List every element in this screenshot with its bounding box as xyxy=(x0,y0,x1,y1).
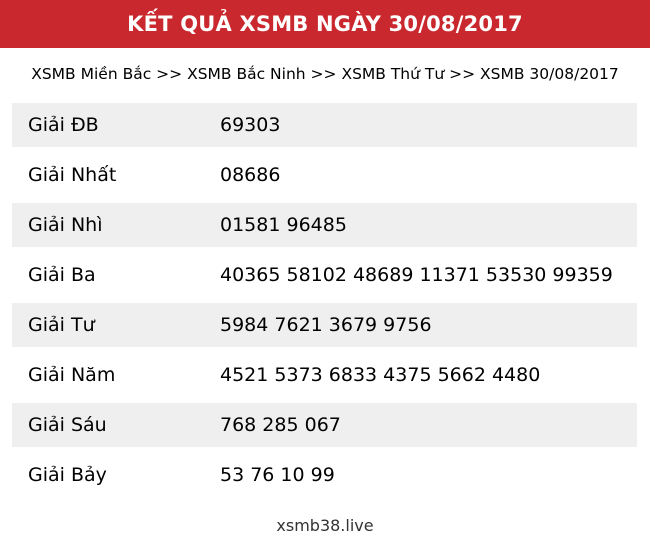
table-row xyxy=(12,200,637,250)
prize-label: Giải Bảy xyxy=(28,464,107,486)
prize-numbers: 08686 xyxy=(220,164,281,186)
prize-label: Giải ĐB xyxy=(28,114,99,136)
prize-numbers: 01581 96485 xyxy=(220,214,347,236)
header-bar xyxy=(0,0,650,48)
prize-numbers: 5984 7621 3679 9756 xyxy=(220,314,432,336)
breadcrumb-item[interactable]: XSMB Thứ Tư xyxy=(341,65,445,83)
table-row xyxy=(12,150,637,200)
prize-label: Giải Sáu xyxy=(28,414,107,436)
breadcrumb xyxy=(0,48,650,100)
table-row xyxy=(12,100,637,150)
prize-label: Giải Năm xyxy=(28,364,116,386)
breadcrumb-separator: >> xyxy=(305,65,342,83)
table-row xyxy=(12,400,637,450)
breadcrumb-item[interactable]: XSMB 30/08/2017 xyxy=(480,65,619,83)
prize-numbers: 4521 5373 6833 4375 5662 4480 xyxy=(220,364,541,386)
breadcrumb-separator: >> xyxy=(151,65,188,83)
prize-label: Giải Ba xyxy=(28,264,96,286)
footer xyxy=(0,500,650,550)
prize-numbers: 69303 xyxy=(220,114,281,136)
results-table xyxy=(0,100,650,500)
table-row xyxy=(12,350,637,400)
breadcrumb-item[interactable]: XSMB Miền Bắc xyxy=(31,65,152,83)
table-row xyxy=(12,300,637,350)
table-row xyxy=(12,250,637,300)
page-title: KẾT QUẢ XSMB NGÀY 30/08/2017 xyxy=(127,12,523,36)
footer-site-link[interactable]: xsmb38.live xyxy=(276,515,374,535)
breadcrumb-separator: >> xyxy=(444,65,481,83)
prize-label: Giải Tư xyxy=(28,314,95,336)
prize-label: Giải Nhì xyxy=(28,214,103,236)
prize-label: Giải Nhất xyxy=(28,164,117,186)
prize-numbers: 40365 58102 48689 11371 53530 99359 xyxy=(220,264,613,286)
prize-numbers: 53 76 10 99 xyxy=(220,464,335,486)
table-row xyxy=(12,450,637,500)
prize-numbers: 768 285 067 xyxy=(220,414,341,436)
breadcrumb-item[interactable]: XSMB Bắc Ninh xyxy=(187,65,306,83)
